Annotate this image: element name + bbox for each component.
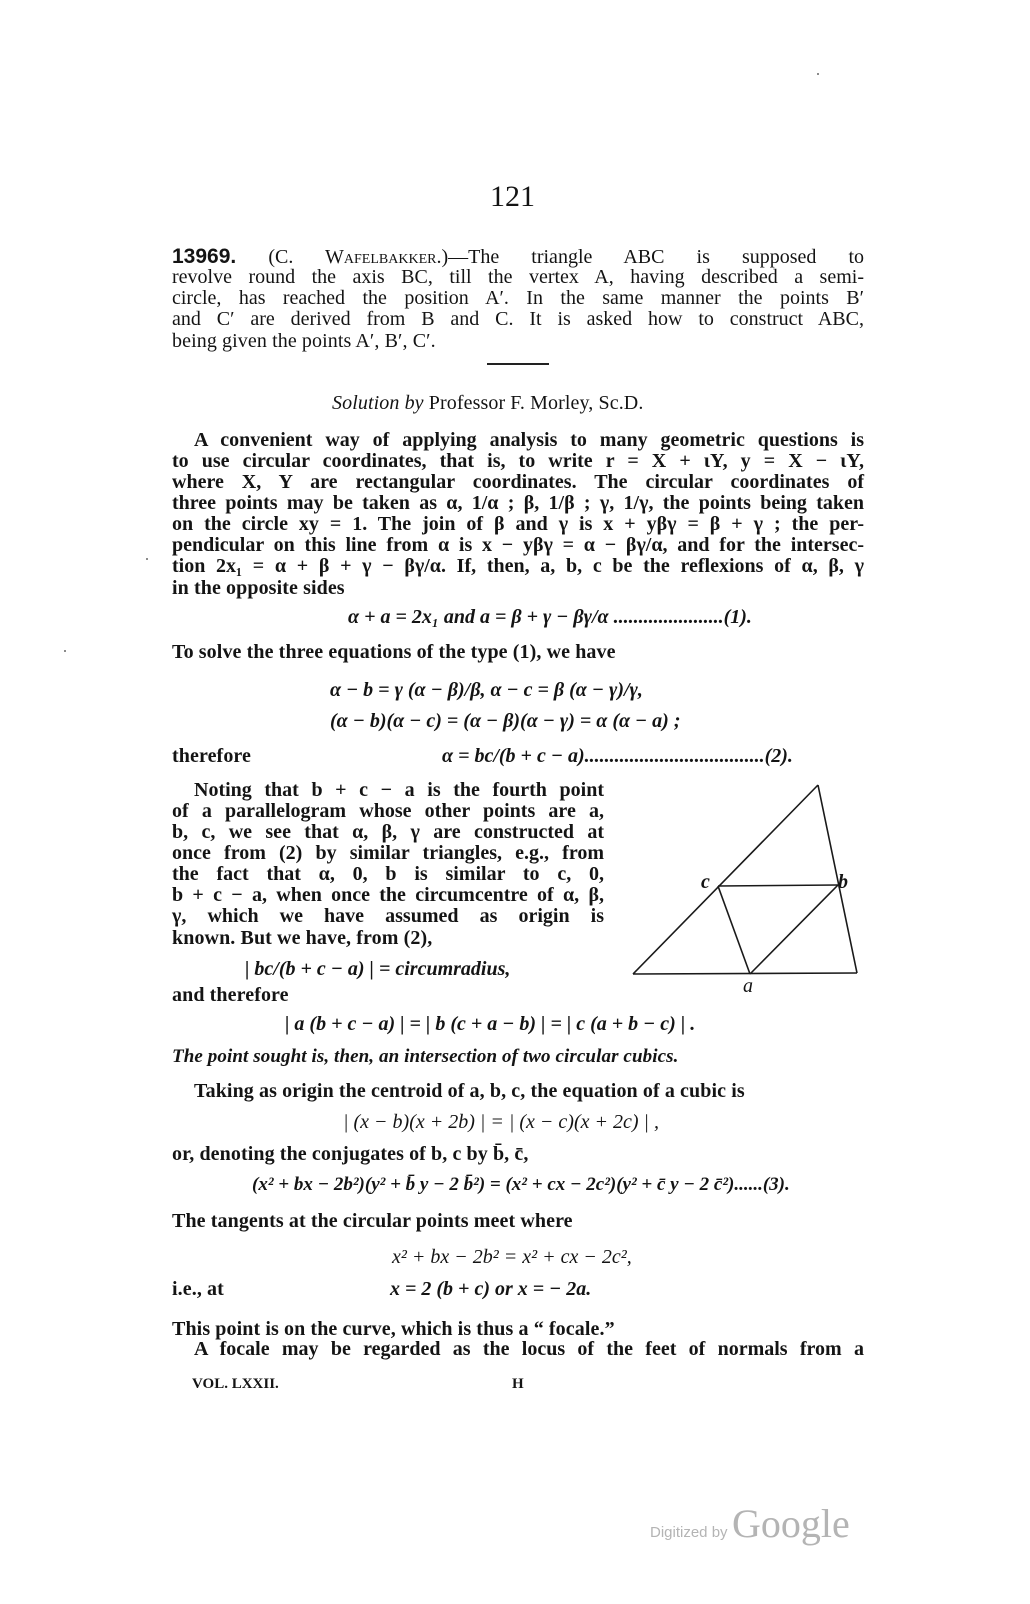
segment-ca bbox=[718, 886, 750, 974]
equation-4: | a (b + c − a) | = | b (c + a − b) | = | c (a + b − c) | . bbox=[285, 1013, 696, 1035]
question-author: (C. Wafelbakker.) bbox=[268, 246, 449, 268]
para1-line: A convenient way of applying analysis to many geometric questions is bbox=[194, 429, 864, 451]
para3-line: the fact that α, 0, b is similar to c, 0, bbox=[172, 863, 604, 885]
label-b: b bbox=[838, 871, 848, 893]
para6: The tangents at the circular points meet where bbox=[172, 1210, 573, 1232]
segment-ab bbox=[750, 885, 838, 974]
para1-line: three points may be taken as α, 1/α ; β, 1/β ; γ, 1/γ, the points being taken bbox=[172, 492, 864, 514]
digitized-watermark bbox=[650, 1500, 850, 1547]
equation-8: x = 2 (b + c) or x = − 2a. bbox=[390, 1278, 592, 1300]
para3-line: γ, which we have assumed as origin is bbox=[172, 905, 604, 927]
segment-cb bbox=[718, 885, 838, 886]
google-logo: Google bbox=[732, 1501, 850, 1546]
parallelogram-figure bbox=[625, 780, 870, 995]
label-a: a bbox=[743, 975, 753, 995]
para4: Taking as origin the centroid of a, b, c, the equation of a cubic is bbox=[194, 1080, 745, 1102]
para1-line: on the circle xy = 1. The join of β and γ is x + yβγ = β + γ ; the per- bbox=[172, 513, 864, 535]
solution-heading bbox=[332, 392, 643, 415]
equation-3: | bc/(b + c − a) | = circumradius, bbox=[245, 958, 511, 980]
question-line: revolve round the axis BC, till the vertex A, having described a semi- bbox=[172, 266, 864, 288]
para1-line: to use circular coordinates, that is, to write r = X + ιY, y = X − ιY, bbox=[172, 450, 864, 472]
label-c: c bbox=[701, 871, 710, 893]
equation-2a: α − b = γ (α − β)/β, α − c = β (α − γ)/γ, bbox=[330, 679, 643, 701]
equation-6: (x² + bx − 2b²)(y² + b̄ y − 2 b̄²) = (x² + cx − 2c²)(y² + c̄ y − 2 c̄²)......(3). bbox=[252, 1174, 790, 1195]
para3-line: b + c − a, when once the circumcentre of α, β, bbox=[172, 884, 604, 906]
equation-7: x² + bx − 2b² = x² + cx − 2c², bbox=[392, 1246, 632, 1268]
question-line-last: being given the points A′, B′, C′. bbox=[172, 330, 436, 352]
solution-author: Professor F. Morley, Sc.D. bbox=[428, 392, 644, 414]
para3-line: b, c, we see that α, β, γ are constructed at bbox=[172, 821, 604, 843]
footer-signature: H bbox=[512, 1376, 524, 1392]
question-number: 13969. bbox=[172, 245, 237, 268]
para3-line: of a parallelogram whose other points are a, bbox=[172, 800, 604, 822]
para7: This point is on the curve, which is thus a “ focale.” bbox=[172, 1318, 615, 1340]
para3-line: once from (2) by similar triangles, e.g., from bbox=[172, 842, 604, 864]
ie-label: i.e., at bbox=[172, 1278, 224, 1300]
equation-5: | (x − b)(x + 2b) | = | (x − c)(x + 2c) | , bbox=[343, 1111, 660, 1133]
triangle-base bbox=[633, 973, 857, 974]
question-line: and C′ are derived from B and C. It is asked how to construct ABC, bbox=[172, 308, 864, 330]
speck bbox=[817, 73, 819, 75]
para1-line: pendicular on this line from α is x − yβγ = α − βγ/α, and for the intersec- bbox=[172, 534, 864, 556]
watermark-prefix: Digitized by bbox=[650, 1524, 728, 1541]
solution-prefix: Solution by bbox=[332, 392, 424, 414]
question-line-0: —The triangle ABC is supposed to bbox=[448, 246, 865, 268]
para2: To solve the three equations of the type (1), we have bbox=[172, 641, 616, 663]
triangle-left-side bbox=[633, 785, 818, 974]
para1-line: tion 2x₁ = α + β + γ − βγ/α. If, then, a, b, c be the reflexions of α, β, γ bbox=[172, 555, 864, 577]
speck bbox=[146, 558, 148, 560]
therefore-label: therefore bbox=[172, 745, 252, 767]
equation-1: α + a = 2x₁ and a = β + γ − βγ/α ......................(1). bbox=[348, 606, 752, 628]
para1-line: where X, Y are rectangular coordinates. The circular coordinates of bbox=[172, 471, 864, 493]
equation-2c: α = bc/(b + c − a)....................................(2). bbox=[442, 745, 793, 767]
para3-line-last: known. But we have, from (2), bbox=[172, 927, 433, 949]
para8: A focale may be regarded as the locus of the feet of normals from a bbox=[194, 1338, 864, 1360]
question-first-line bbox=[172, 246, 864, 268]
and-therefore-label: and therefore bbox=[172, 984, 289, 1006]
separator-rule bbox=[487, 363, 549, 365]
speck bbox=[64, 650, 66, 652]
equation-2b: (α − b)(α − c) = (α − β)(α − γ) = α (α − a) ; bbox=[330, 710, 681, 732]
conclusion-statement: The point sought is, then, an intersection of two circular cubics. bbox=[172, 1046, 679, 1067]
question-line: circle, has reached the position A′. In the same manner the points B′ bbox=[172, 287, 864, 309]
para3-line: Noting that b + c − a is the fourth point bbox=[194, 779, 604, 801]
para5: or, denoting the conjugates of b, c by b̄, c̄, bbox=[172, 1143, 529, 1165]
footer-volume: VOL. LXXII. bbox=[192, 1376, 279, 1392]
page-number: 121 bbox=[490, 180, 535, 213]
para1-line-last: in the opposite sides bbox=[172, 577, 345, 599]
